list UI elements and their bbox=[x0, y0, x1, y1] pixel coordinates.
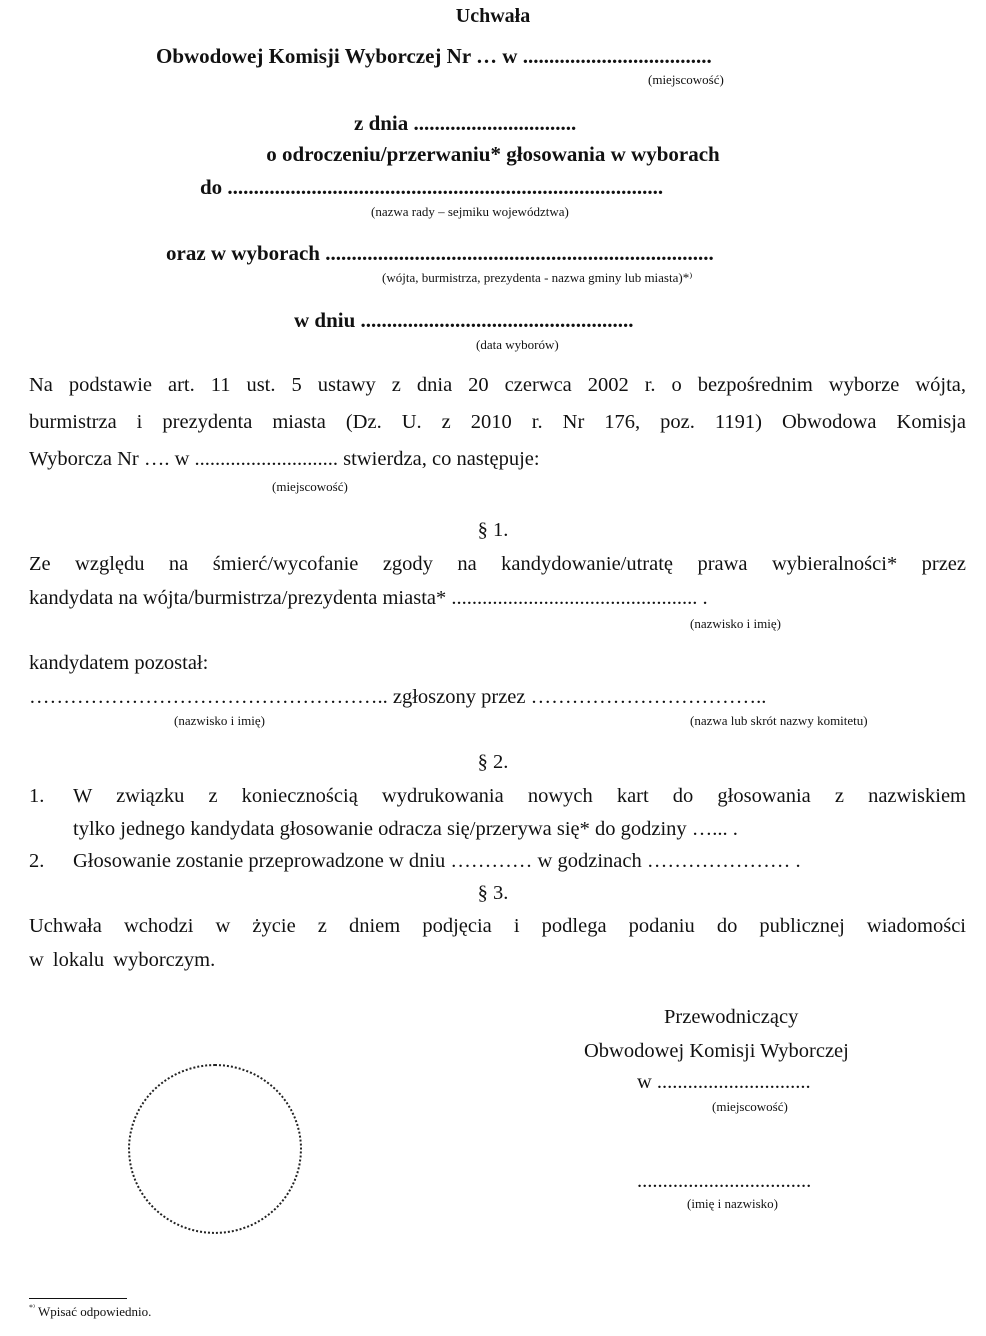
seal-placeholder bbox=[128, 1064, 302, 1234]
chairman-title: Przewodniczący bbox=[664, 1006, 799, 1028]
section-1-line-2: kandydata na wójta/burmistrza/prezydenta miasta* ................................................ . bbox=[29, 587, 708, 609]
election-date-line: w dniu .................................................... bbox=[294, 308, 634, 332]
section-2-item-2-line-1: Głosowanie zostanie przeprowadzone w dniu ………… w godzinach ………………… . bbox=[73, 850, 801, 872]
remaining-candidate-label: kandydatem pozostał: bbox=[29, 652, 209, 674]
footnote bbox=[29, 1304, 151, 1320]
remaining-candidate-line: …………………………………………….. zgłoszony przez …………………………….. bbox=[29, 686, 767, 708]
section-2-item-1-line-2: tylko jednego kandydata głosowanie odracza się/przerywa się* do godziny …... . bbox=[73, 818, 738, 840]
preamble-place-caption: (miejscowość) bbox=[272, 479, 348, 494]
preamble-line-1: Na podstawie art. 11 ust. 5 ustawy z dnia 20 czerwca 2002 r. o bezpośrednim wyborze wójta, bbox=[29, 374, 966, 396]
mayor-election-line: oraz w wyborach .......................................................................... bbox=[166, 241, 714, 265]
mayor-election-caption: (wójta, burmistrza, prezydenta - nazwa gminy lub miasta)*⁾ bbox=[382, 270, 693, 285]
section-3-line-2: w lokalu wyborczym. bbox=[29, 949, 216, 971]
remaining-candidate-name-caption: (nazwisko i imię) bbox=[174, 713, 265, 728]
section-2-item-1-line-1: W związku z koniecznością wydrukowania nowych kart do głosowania z nazwiskiem bbox=[73, 785, 966, 807]
section-2-item-1-number: 1. bbox=[29, 785, 45, 807]
commission-place-caption: (miejscowość) bbox=[648, 72, 724, 87]
document-title: Uchwała bbox=[455, 5, 531, 27]
preamble-line-2: burmistrza i prezydenta miasta (Dz. U. z 2010 r. Nr 176, poz. 1191) Obwodowa Komisja bbox=[29, 411, 966, 433]
signature-name-caption: (imię i nazwisko) bbox=[687, 1196, 778, 1211]
commission-name: Obwodowej Komisji Wyborczej bbox=[584, 1040, 849, 1062]
footnote-divider bbox=[29, 1298, 127, 1299]
signature-name-line: .................................. bbox=[637, 1170, 812, 1192]
footnote-text: Wpisać odpowiednio. bbox=[37, 1304, 152, 1319]
signature-place-caption: (miejscowość) bbox=[712, 1099, 788, 1114]
signature-place-line: w .............................. bbox=[637, 1071, 811, 1093]
resolution-subject: o odroczeniu/przerwaniu* głosowania w wyborach bbox=[266, 142, 720, 166]
commission-line: Obwodowej Komisji Wyborczej Nr … w .................................... bbox=[156, 44, 712, 68]
section-1-line-1: Ze względu na śmierć/wycofanie zgody na kandydowanie/utratę prawa wybieralności* przez bbox=[29, 553, 966, 575]
section-1-heading: § 1. bbox=[477, 519, 509, 541]
election-date-caption: (data wyborów) bbox=[476, 337, 559, 352]
footnote-marker: *⁾ bbox=[29, 1303, 35, 1312]
section-3-heading: § 3. bbox=[477, 882, 509, 904]
committee-caption: (nazwa lub skrót nazwy komitetu) bbox=[690, 713, 868, 728]
section-2-heading: § 2. bbox=[477, 751, 509, 773]
council-line: do ................................................................................... bbox=[200, 175, 664, 199]
section-3-line-1: Uchwała wchodzi w życie z dniem podjęcia i podlega podaniu do publicznej wiadomości bbox=[29, 915, 966, 937]
council-caption: (nazwa rady – sejmiku województwa) bbox=[371, 204, 569, 219]
section-1-name-caption: (nazwisko i imię) bbox=[690, 616, 781, 631]
preamble-line-3: Wyborcza Nr …. w ............................ stwierdza, co następuje: bbox=[29, 448, 540, 470]
resolution-date-line: z dnia ............................... bbox=[354, 111, 577, 135]
section-2-item-2-number: 2. bbox=[29, 850, 45, 872]
